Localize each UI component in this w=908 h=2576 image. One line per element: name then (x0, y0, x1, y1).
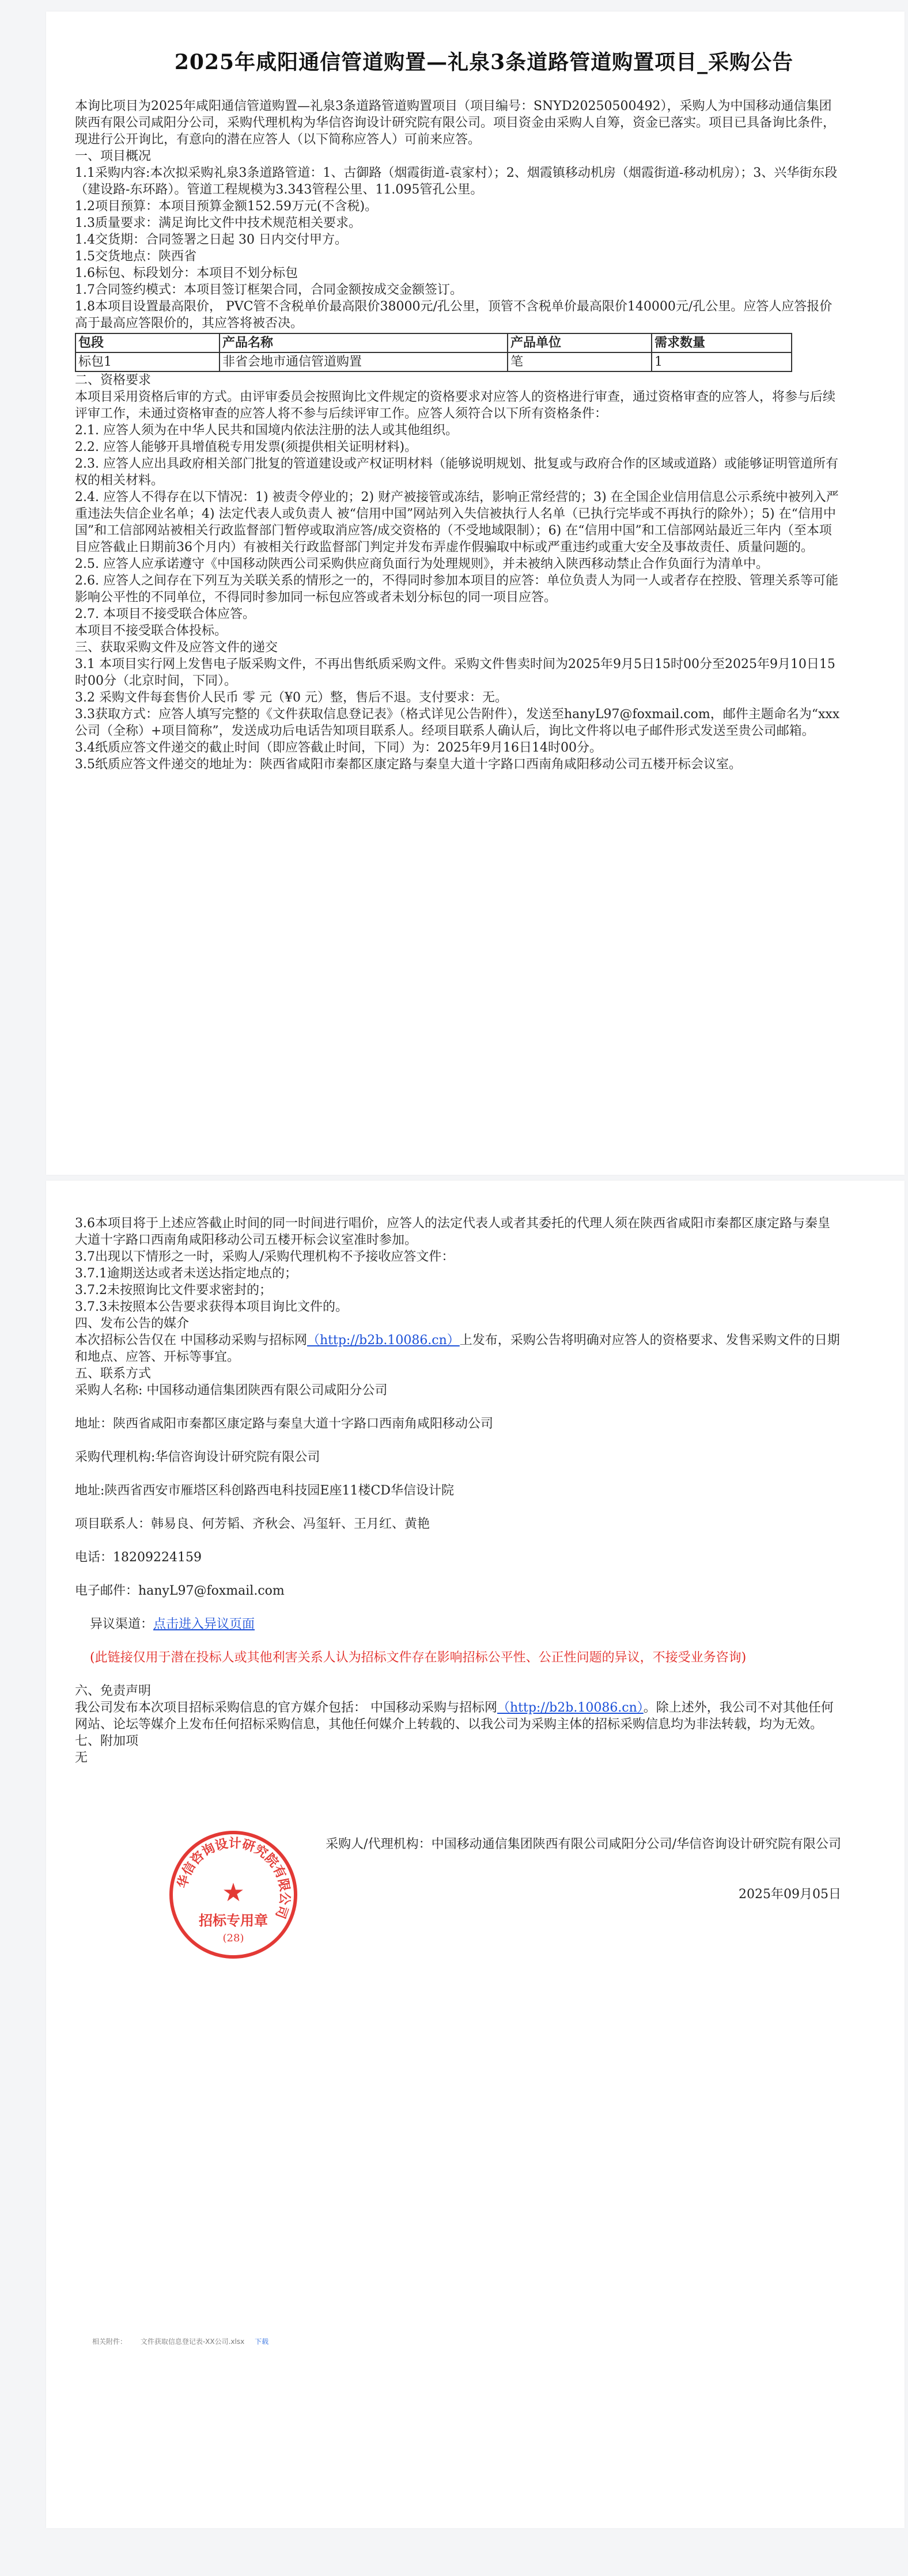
section-6-heading: 六、免责声明 (75, 1684, 152, 1698)
date: 2025年09月05日 (739, 1887, 841, 1902)
seal-star-icon: ★ (222, 1878, 245, 1907)
contact-persons: 项目联系人：韩易良、何芳韬、齐秋会、冯玺轩、王月红、黄艳 (75, 1517, 430, 1531)
table-cell: 1 (652, 352, 792, 371)
table-header: 需求数量 (652, 333, 792, 352)
line: 3.7.1逾期送达或者未送达指定地点的； (75, 1266, 297, 1281)
buyer-address: 地址：陕西省咸阳市秦都区康定路与秦皇大道十字路口西南角咸阳移动公司 (75, 1417, 494, 1431)
table-header: 产品名称 (220, 333, 508, 352)
package-table (75, 333, 792, 372)
item: 1.3质量要求：满足询比文件中技术规范相关要求。 (75, 216, 361, 230)
item: 1.1采购内容:本次拟采购礼泉3条道路管道：1、古御路（烟霞街道-袁家村）；2、烟霞镇移动机房（烟霞街道-移动机房）；3、兴华街东段（建设路-东环路）。管道工程规模为3.343管程公里、11.095管孔公里。 (75, 166, 838, 197)
table-header-row (75, 333, 792, 352)
section-7-heading: 七、附加项 (75, 1734, 139, 1748)
signature: 采购人/代理机构：中国移动通信集团陕西有限公司咸阳分公司/华信咨询设计研究院有限公司 (326, 1837, 841, 1852)
agent-address: 地址:陕西省西安市雁塔区科创路西电科技园E座11楼CD华信设计院 (75, 1484, 454, 1498)
seal-ring-text: 华信咨询设计研究院有限公司 (175, 1835, 293, 1921)
contact-email: 电子邮件：hanyL97@foxmail.com (75, 1584, 285, 1598)
table-cell: 笔 (508, 352, 652, 371)
line: 本项目不接受联合体投标。 (75, 624, 228, 638)
section-2-heading: 二、资格要求 (75, 373, 152, 388)
line: 2.1. 应答人须为在中华人民共和国境内依法注册的法人或其他组织。 (75, 423, 458, 438)
line: 3.6本项目将于上述应答截止时间的同一时间进行唱价，应答人的法定代表人或者其委托的代理人须在陕西省咸阳市秦都区康定路与秦皇大道十字路口西南角咸阳移动公司五楼开标会议室准时参加。 (75, 1216, 830, 1247)
line: 3.7.2未按照询比文件要求密封的； (75, 1283, 272, 1298)
line: 3.3获取方式：应答人填写完整的《文件获取信息登记表》（格式详见公告附件），发送至hanyL97@foxmail.com，邮件主题命名为“xxx公司（全称）+项目简称”，发送成功后电话告知项目联系人。经项目联系人确认后，询比文件将以电子邮件形式发送至贵公司邮箱。 (75, 707, 840, 738)
line: 2.7. 本项目不接受联合体应答。 (75, 607, 255, 621)
item: 1.5交货地点：陕西省 (75, 249, 196, 264)
objection-row (75, 1616, 841, 1633)
line: 2.5. 应答人应承诺遵守《中国移动陕西公司采购供应商负面行为处理规则》，并未被纳入陕西移动禁止合作负面行为清单中。 (75, 557, 769, 571)
media-text: 本次招标公告仅在 中国移动采购与招标网 (75, 1333, 307, 1348)
line: 3.4纸质应答文件递交的截止时间（即应答截止时间，下同）为：2025年9月16日14时00分。 (75, 741, 602, 755)
line: 3.7.3未按照本公告要求获得本项目询比文件的。 (75, 1300, 348, 1314)
media-paragraph (75, 1332, 841, 1365)
line: 2.3. 应答人应出具政府相关部门批复的管道建设或产权证明材料（能够说明规划、批复或与政府合作的区域或道路）或能够证明管道所有权的相关材料。 (75, 457, 838, 488)
section-7-body: 无 (75, 1751, 88, 1765)
table-cell: 标包1 (75, 352, 220, 371)
line: 3.5纸质应答文件递交的地址为：陕西省咸阳市秦都区康定路与秦皇大道十字路口西南角咸阳移动公司五楼开标会议室。 (75, 757, 741, 772)
attachment-bar (92, 2336, 268, 2346)
section-3-heading: 三、获取采购文件及应答文件的递交 (75, 640, 278, 655)
objection-note: (此链接仅用于潜在投标人或其他利害关系人认为招标文件存在影响招标公平性、公正性问题的异议，不接受业务咨询) (90, 1651, 747, 1665)
contact-phone: 电话：18209224159 (75, 1550, 202, 1565)
download-link[interactable]: 下载 (255, 2338, 269, 2346)
agent-name: 采购代理机构:华信咨询设计研究院有限公司 (75, 1450, 320, 1465)
disclaimer-tail: 。除上述外，我公司不对其他任何网站、论坛等媒介上发布任何招标采购信息，其他任何媒介上转载的、以我公司为采购主体的招标采购信息均为非法转载，均为无效。 (75, 1701, 834, 1732)
b2b-link-2[interactable]: （http://b2b.10086.cn） (497, 1701, 644, 1715)
line: 3.7出现以下情形之一时，采购人/采购代理机构不予接收应答文件： (75, 1250, 455, 1264)
objection-label: 异议渠道： (90, 1617, 154, 1632)
table-header: 包段 (75, 333, 220, 352)
line: 2.2. 应答人能够开具增值税专用发票(须提供相关证明材料)。 (75, 440, 418, 454)
line: 本项目采用资格后审的方式。由评审委员会按照询比文件规定的资格要求对应答人的资格进行审查，通过资格审查的应答人，将参与后续评审工作，未通过资格审查的应答人将不参与后续评审工作。应答人须符合以下所有资格条件： (75, 390, 836, 421)
item: 1.7合同签约模式：本项目签订框架合同，合同金额按成交金额签订。 (75, 283, 463, 297)
item: 1.6标包、标段划分：本项目不划分标包 (75, 266, 298, 280)
media-text-tail: 上发布，采购公告将明确对应答人的资格要求、发售采购文件的日期和地点、应答、开标等事宜。 (75, 1333, 840, 1364)
page-2-body (75, 1215, 841, 1903)
page-1-body (75, 98, 841, 773)
line: 3.1 本项目实行网上发售电子版采购文件，不再出售纸质采购文件。采购文件售卖时间为2025年9月5日15时00分至2025年9月10日15时00分（北京时间，下同）。 (75, 657, 835, 688)
table-cell: 非省会地市通信管道购置 (220, 352, 508, 371)
disclaimer-text: 我公司发布本次项目招标采购信息的官方媒介包括： 中国移动采购与招标网 (75, 1701, 497, 1715)
item: 1.2项目预算：本项目预算金额152.59万元(不含税)。 (75, 199, 378, 214)
disclaimer (75, 1699, 841, 1733)
page-title: 2025年咸阳通信管道购置—礼泉3条道路管道购置项目_采购公告 (174, 50, 794, 74)
table-header: 产品单位 (508, 333, 652, 352)
line: 3.2 采购文件每套售价人民币 零 元（¥0 元）整，售后不退。支付要求：无。 (75, 691, 508, 705)
table-row (75, 352, 792, 371)
item: 1.8本项目设置最高限价， PVC管不含税单价最高限价38000元/孔公里，顶管不含税单价最高限价140000元/孔公里。应答人应答报价高于最高应答限价的，其应答将被否决。 (75, 299, 833, 331)
seal-center-text: 招标专用章 (199, 1912, 268, 1929)
buyer-name: 采购人名称: 中国移动通信集团陕西有限公司咸阳分公司 (75, 1383, 388, 1398)
line: 2.6. 应答人之间存在下列互为关联关系的情形之一的，不得同时参加本项目的应答：单位负责人为同一人或者存在控股、管理关系等可能影响公平性的不同单位，不得同时参加同一标包应答或者未划分标包的同一项目应答。 (75, 574, 838, 605)
seal-number: (28) (222, 1932, 244, 1944)
intro: 本询比项目为2025年咸阳通信管道购置—礼泉3条道路管道购置项目（项目编号：SNYD20250500492），采购人为中国移动通信集团陕西有限公司咸阳分公司，采购代理机构为华信咨询设计研究院有限公司。项目资金由采购人自筹，资金已落实。项目已具备询比条件，现进行公开询比，有意向的潜在应答人（以下简称应答人）可前来应答。 (75, 99, 836, 147)
b2b-link[interactable]: （http://b2b.10086.cn） (307, 1333, 460, 1348)
section-1-heading: 一、项目概况 (75, 149, 152, 164)
attachment-label: 相关附件： (92, 2338, 127, 2346)
official-seal-icon (167, 1828, 300, 1961)
section-5-heading: 五、联系方式 (75, 1367, 152, 1381)
attachment-file[interactable]: 文件获取信息登记表-XX公司.xlsx (140, 2338, 245, 2346)
item: 1.4交货期：合同签署之日起 30 日内交付甲方。 (75, 233, 347, 247)
section-4-heading: 四、发布公告的媒介 (75, 1317, 190, 1331)
objection-link[interactable]: 点击进入异议页面 (153, 1617, 255, 1632)
line: 2.4. 应答人不得存在以下情况：1) 被责令停业的；2) 财产被接管或冻结，影响正常经营的；3) 在全国企业信用信息公示系统中被列入严重违法失信企业名单；4) 法定代表人或负责人 被“信用中国”网站列入失信被执行人名单（已执行完毕或不再执行的除外）；5) 在“信用中国”和工信部网站被相关行政监督部门暂停或取消应答/成交资格的（不受地域限制）；6) 在“信用中国”和工信部网站最近三年内（至本项目应答截止日期前36个月内）有被相关行政监督部门判定并发布弄虚作假骗取中标或严重违约或重大安全及事故责任、质量问题的。 (75, 490, 839, 555)
